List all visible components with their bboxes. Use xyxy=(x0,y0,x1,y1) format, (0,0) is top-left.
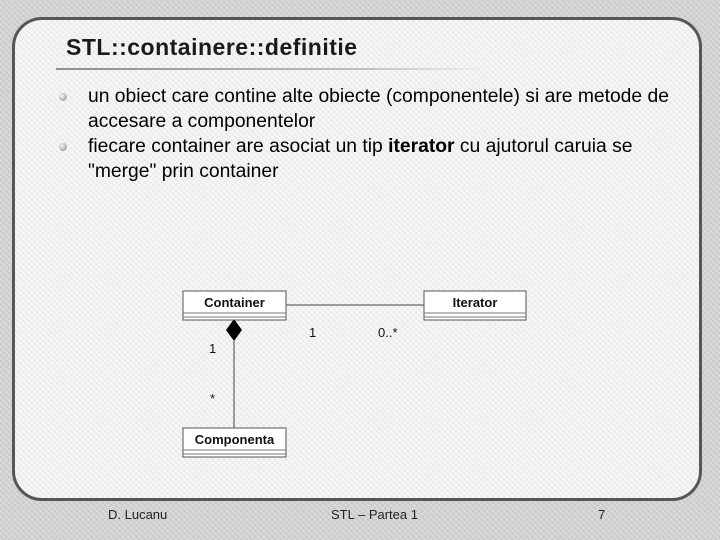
slide-title: STL::containere::definitie xyxy=(66,34,358,60)
footer-course: STL – Partea 1 xyxy=(331,507,418,522)
class-componenta xyxy=(183,428,286,457)
class-name: Iterator xyxy=(452,295,498,310)
bullet-text: un obiect care contine alte obiecte (componentele) si are metode de accesare a componentelor xyxy=(88,86,669,132)
composition-diamond-icon xyxy=(226,319,242,341)
multiplicity-label: 0..* xyxy=(378,325,398,340)
multiplicity-label: 1 xyxy=(209,341,217,356)
multiplicity-label: 1 xyxy=(309,325,317,340)
footer-author: D. Lucanu xyxy=(108,507,168,522)
class-name: Componenta xyxy=(194,432,275,447)
bullet-text: fiecare container are asociat un tip iterator cu ajutorul caruia se "merge" prin container xyxy=(88,136,633,182)
class-container xyxy=(183,291,286,320)
class-iterator xyxy=(424,291,526,320)
bullet-keyword: iterator xyxy=(388,136,455,157)
footer-page-number: 7 xyxy=(598,507,606,522)
class-name: Container xyxy=(204,295,265,310)
multiplicity-label: * xyxy=(210,391,216,406)
